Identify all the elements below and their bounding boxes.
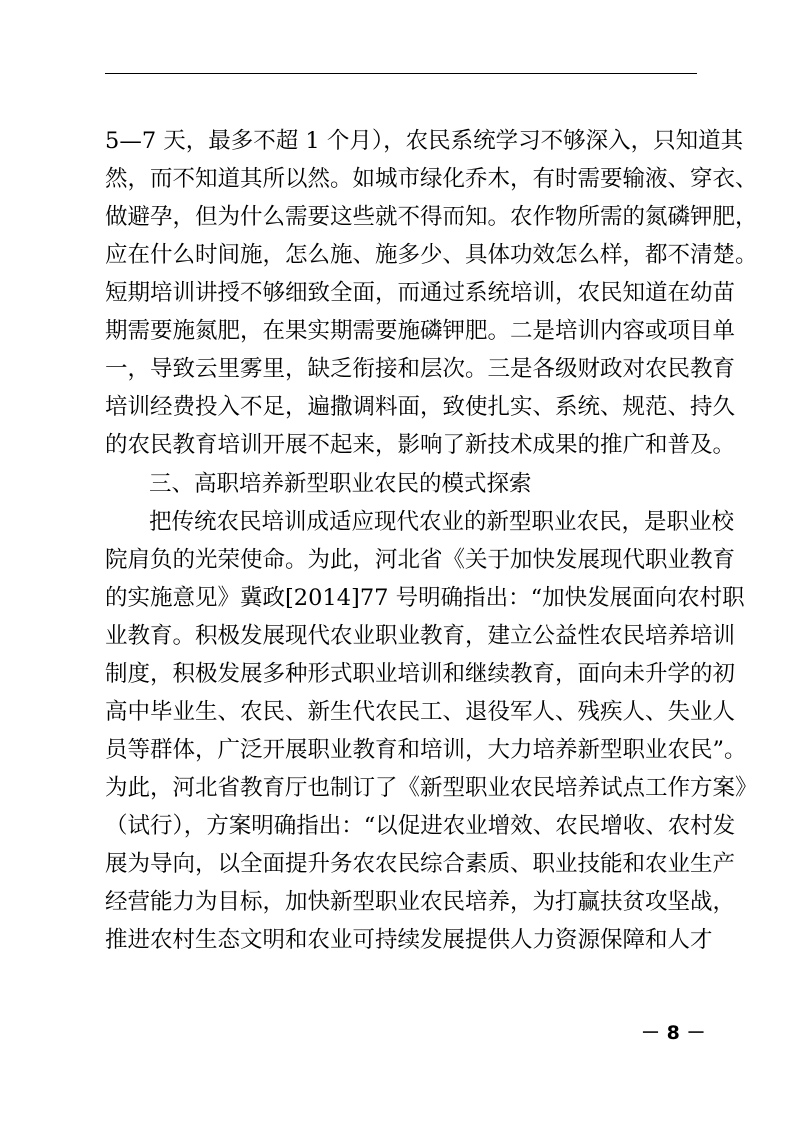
section-heading: 三、高职培养新型职业农民的模式探索 <box>149 471 532 497</box>
body-text-line: 的实施意见》冀政[2014]77 号明确指出：“加快发展面向农村职 <box>105 585 745 611</box>
body-text-line: 把传统农民培训成适应现代农业的新型职业农民，是职业校 <box>149 509 735 535</box>
body-text-line: 然，而不知道其所以然。如城市绿化乔木，有时需要输液、穿衣、 <box>105 166 758 192</box>
body-text-line: 展为导向，以全面提升务农农民综合素质、职业技能和农业生产 <box>105 851 736 877</box>
body-text-line: 推进农村生态文明和农业可持续发展提供人力资源保障和人才 <box>105 927 713 953</box>
body-text-line: 经营能力为目标，加快新型职业农民培养，为打赢扶贫攻坚战， <box>105 889 736 915</box>
body-text-line: 业教育。积极发展现代农业职业教育，建立公益性农民培养培训 <box>105 623 736 649</box>
body-text-line: 5—7 天，最多不超 1 个月），农民系统学习不够深入，只知道其 <box>105 128 744 154</box>
body-text-line: 一，导致云里雾里，缺乏衔接和层次。三是各级财政对农民教育 <box>105 356 736 382</box>
body-text-line: 院肩负的光荣使命。为此，河北省《关于加快发展现代职业教育 <box>105 547 736 573</box>
body-text-line: 培训经费投入不足，遍撒调料面，致使扎实、系统、规范、持久 <box>105 394 736 420</box>
body-text-line: 为此，河北省教育厅也制订了《新型职业农民培养试点工作方案》 <box>105 775 758 801</box>
body-text-line: 的农民教育培训开展不起来，影响了新技术成果的推广和普及。 <box>105 432 736 458</box>
header-rule <box>105 73 697 74</box>
body-text-line: （试行），方案明确指出：“以促进农业增效、农民增收、农村发 <box>105 813 736 839</box>
body-text-line: 应在什么时间施，怎么施、施多少、具体功效怎么样，都不清楚。 <box>105 242 758 268</box>
body-text-line: 高中毕业生、农民、新生代农民工、退役军人、残疾人、失业人 <box>105 699 736 725</box>
body-text-line: 制度，积极发展多种形式职业培训和继续教育，面向未升学的初 <box>105 661 736 687</box>
body-text-line: 做避孕，但为什么需要这些就不得而知。农作物所需的氮磷钾肥， <box>105 204 758 230</box>
page-number: － 8 － <box>641 1022 706 1044</box>
body-text-line: 员等群体，广泛开展职业教育和培训，大力培养新型职业农民”。 <box>105 737 747 763</box>
body-text-line: 短期培训讲授不够细致全面，而通过系统培训，农民知道在幼苗 <box>105 280 736 306</box>
body-text-line: 期需要施氮肥，在果实期需要施磷钾肥。二是培训内容或项目单 <box>105 318 736 344</box>
